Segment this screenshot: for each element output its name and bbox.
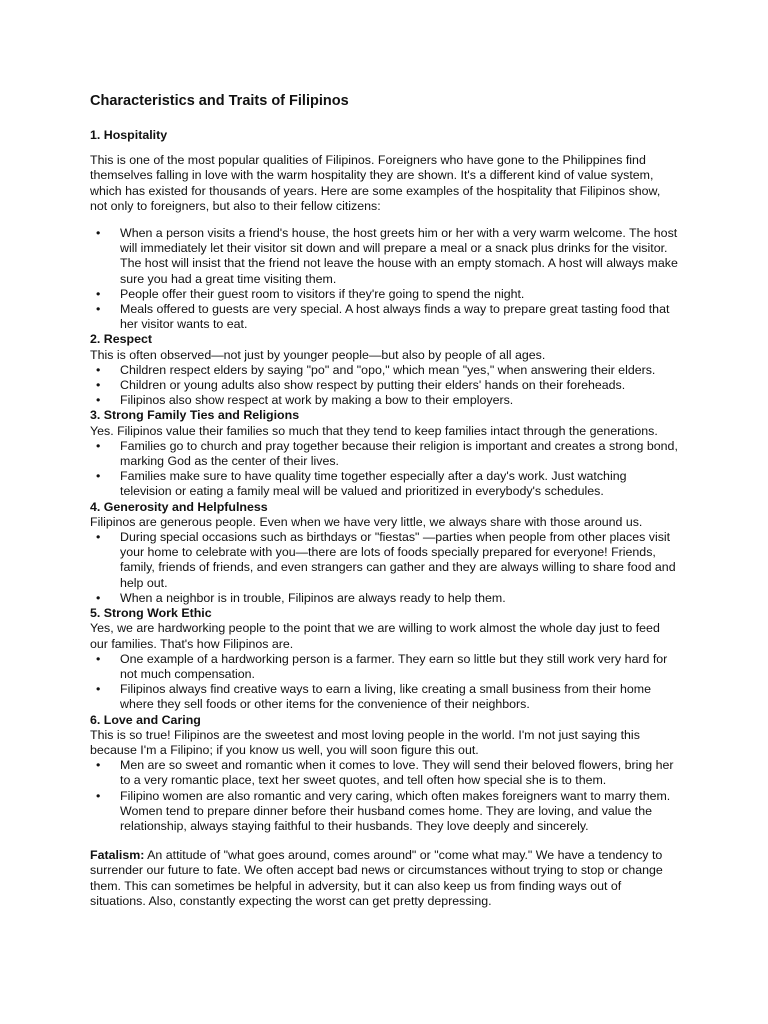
bullet-icon: • bbox=[96, 651, 101, 666]
section-intro: Filipinos are generous people. Even when we have very little, we always share with those around us. bbox=[90, 514, 643, 529]
section-heading: 1. Hospitality bbox=[90, 128, 168, 142]
bullet-list bbox=[90, 226, 680, 332]
list-item bbox=[90, 393, 680, 408]
list-item bbox=[90, 530, 680, 591]
list-item bbox=[90, 378, 680, 393]
section-hospitality bbox=[90, 128, 680, 332]
document-title: Characteristics and Traits of Filipinos bbox=[90, 93, 349, 109]
list-item bbox=[90, 758, 680, 788]
bullet-icon: • bbox=[96, 226, 101, 241]
bullet-icon: • bbox=[96, 438, 101, 453]
list-item-text: Filipinos also show respect at work by making a bow to their employers. bbox=[120, 393, 514, 408]
list-item bbox=[90, 682, 680, 712]
section-intro: This is one of the most popular qualities of Filipinos. Foreigners who have gone to the Philippines find themselves falling in love with the warm hospitality they are shown. It's a different kind of value system, which has existed for thousands of years. Here are some examples of the hospitality that Filipinos show, not only to foreigners, but also to their fellow citizens: bbox=[90, 153, 661, 213]
bullet-icon: • bbox=[96, 469, 101, 484]
section-heading: 4. Generosity and Helpfulness bbox=[90, 499, 268, 514]
bullet-icon: • bbox=[96, 530, 101, 545]
bullet-icon: • bbox=[96, 788, 101, 803]
fatalism-paragraph bbox=[90, 848, 680, 909]
section-heading: 2. Respect bbox=[90, 332, 152, 347]
fatalism-text: An attitude of "what goes around, comes around" or "come what may." We have a tendency to surrender our future to fate. We often accept bad news or circumstances without trying to stop or change them. This can sometimes be helpful in adversity, but it can also keep us from finding ways out of situations. Also, constantly expecting the worst can get pretty depressing. bbox=[90, 848, 663, 908]
list-item-text: Men are so sweet and romantic when it comes to love. They will send their beloved flowers, bring her to a very romantic place, text her sweet quotes, and tell often how special she is to them. bbox=[120, 758, 674, 788]
section-heading: 3. Strong Family Ties and Religions bbox=[90, 408, 300, 423]
section-intro: Yes, we are hardworking people to the point that we are willing to work almost the whole day just to feed our families. That's how Filipinos are. bbox=[90, 621, 660, 651]
bullet-list bbox=[90, 758, 680, 834]
section-generosity bbox=[90, 500, 680, 606]
bullet-icon: • bbox=[96, 393, 101, 408]
section-intro: This is so true! Filipinos are the sweetest and most loving people in the world. I'm not just saying this because I'm a Filipino; if you know us well, you will soon figure this out. bbox=[90, 727, 640, 757]
bullet-list bbox=[90, 530, 680, 606]
list-item-text: When a person visits a friend's house, the host greets him or her with a very warm welcome. The host will immediately let their visitor sit down and will prepare a meal or a snack plus drinks for the visitor. The host will insist that the friend not leave the house with an empty stomach. A host will always make sure you had a great time visiting them. bbox=[120, 226, 678, 286]
list-item-text: One example of a hardworking person is a farmer. They earn so little but they still work very hard for not much compensation. bbox=[120, 651, 668, 681]
section-heading: 5. Strong Work Ethic bbox=[90, 606, 212, 621]
bullet-icon: • bbox=[96, 590, 101, 605]
section-intro: Yes. Filipinos value their families so much that they tend to keep families intact through the generations. bbox=[90, 423, 658, 438]
list-item bbox=[90, 439, 680, 469]
bullet-list bbox=[90, 363, 680, 409]
document-page bbox=[90, 92, 680, 909]
list-item bbox=[90, 469, 680, 499]
section-love-caring bbox=[90, 713, 680, 835]
list-item bbox=[90, 789, 680, 835]
bullet-list bbox=[90, 439, 680, 500]
section-intro: This is often observed—not just by younger people—but also by people of all ages. bbox=[90, 347, 546, 362]
list-item-text: People offer their guest room to visitors if they're going to spend the night. bbox=[120, 286, 525, 301]
bullet-icon: • bbox=[96, 302, 101, 317]
list-item-text: Filipinos always find creative ways to earn a living, like creating a small business from their home where they sell foods or other items for the convenience of their neighbors. bbox=[120, 682, 651, 712]
list-item bbox=[90, 302, 680, 332]
bullet-icon: • bbox=[96, 362, 101, 377]
list-item-text: Children respect elders by saying "po" and "opo," which mean "yes," when answering their elders. bbox=[120, 362, 656, 377]
list-item bbox=[90, 652, 680, 682]
section-respect bbox=[90, 332, 680, 408]
list-item-text: Families make sure to have quality time together especially after a day's work. Just watching television or eating a family meal will be valued and prioritized in everybody's schedules. bbox=[120, 469, 627, 499]
list-item-text: Children or young adults also show respect by putting their elders' hands on their foreheads. bbox=[120, 378, 626, 393]
list-item-text: When a neighbor is in trouble, Filipinos are always ready to help them. bbox=[120, 590, 506, 605]
section-family-ties bbox=[90, 408, 680, 499]
bullet-icon: • bbox=[96, 378, 101, 393]
bullet-list bbox=[90, 652, 680, 713]
list-item bbox=[90, 363, 680, 378]
list-item-text: Meals offered to guests are very special. A host always finds a way to prepare great tasting food that her visitor wants to eat. bbox=[120, 302, 670, 332]
list-item-text: Families go to church and pray together because their religion is important and creates a strong bond, marking God as the center of their lives. bbox=[120, 438, 678, 469]
list-item bbox=[90, 287, 680, 302]
list-item bbox=[90, 226, 680, 287]
section-work-ethic bbox=[90, 606, 680, 712]
list-item bbox=[90, 591, 680, 606]
bullet-icon: • bbox=[96, 682, 101, 697]
list-item-text: During special occasions such as birthdays or "fiestas" —parties when people from other places visit your home to celebrate with you—there are lots of foods specially prepared for everyone! Friends, family, friends of friends, and even strangers can gather and they are always willing to share food and help out. bbox=[120, 530, 676, 590]
fatalism-label: Fatalism: bbox=[90, 848, 145, 863]
list-item-text: Filipino women are also romantic and very caring, which often makes foreigners want to marry them. Women tend to prepare dinner before their husband comes home. They are loving, and value the relationship, always staying faithful to their husbands. They love deeply and sincerely. bbox=[120, 788, 671, 833]
section-heading: 6. Love and Caring bbox=[90, 712, 201, 727]
bullet-icon: • bbox=[96, 286, 101, 301]
bullet-icon: • bbox=[96, 758, 101, 773]
